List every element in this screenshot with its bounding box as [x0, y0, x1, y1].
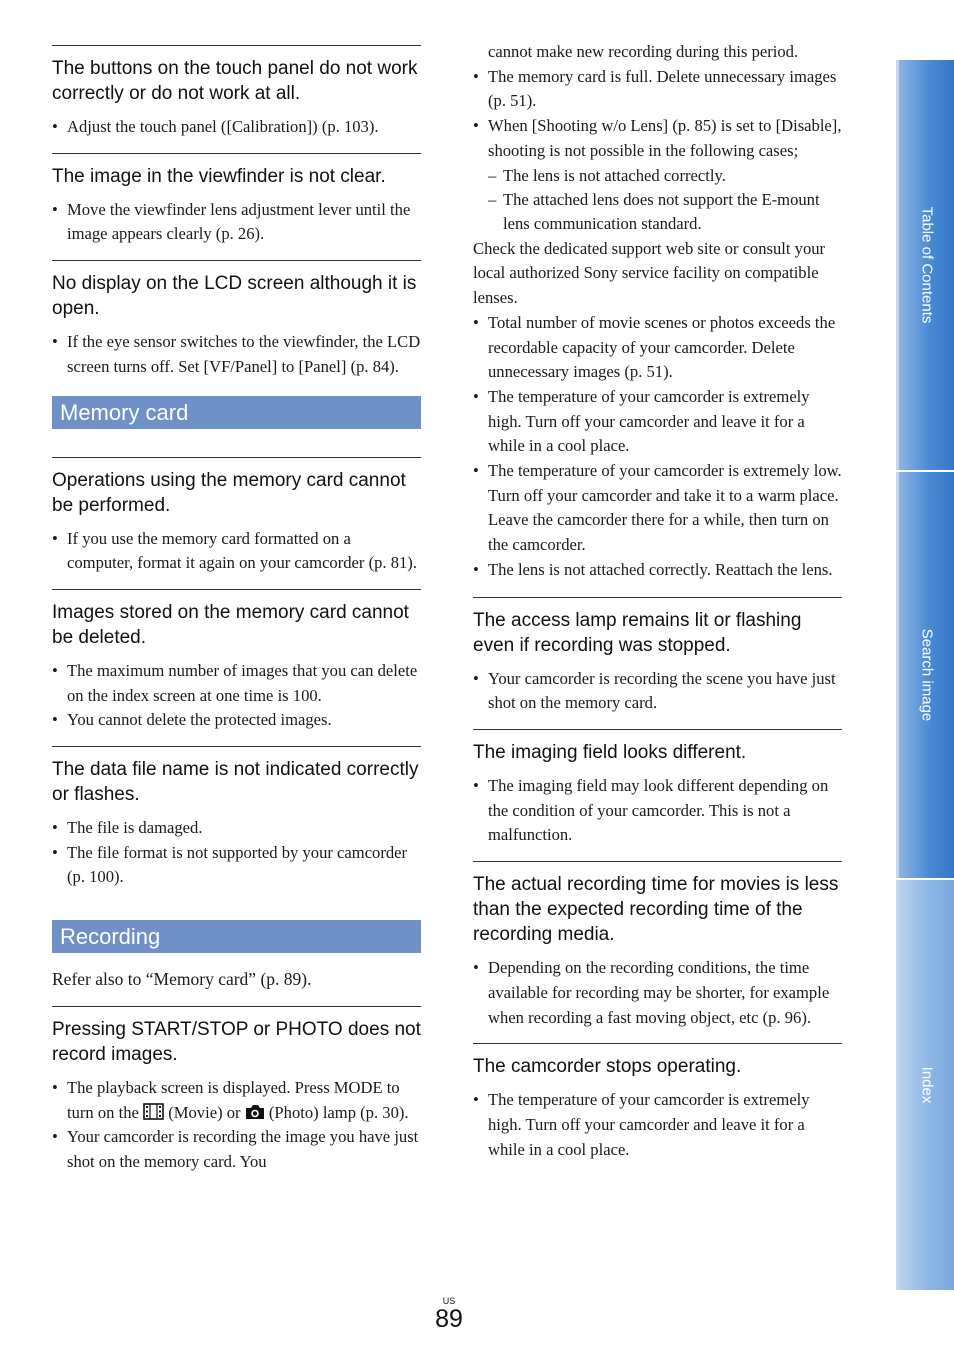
bullet-item: • Your camcorder is recording the scene you have just shot on the memory card. [473, 667, 842, 716]
bullet-item: • The file format is not supported by your camcorder (p. 100). [52, 841, 421, 890]
question-heading: The access lamp remains lit or flashing even if recording was stopped. [473, 609, 802, 656]
camera-icon [245, 1104, 265, 1120]
bullet-item: • Move the viewfinder lens adjustment lever until the image appears clearly (p. 26). [52, 198, 421, 247]
bullet-item: • You cannot delete the protected images. [52, 708, 421, 733]
dash-item: – The lens is not attached correctly. [488, 164, 842, 188]
left-column [52, 0, 421, 1175]
refer-note: Refer also to “Memory card” (p. 89). [52, 969, 312, 990]
movie-icon [143, 1103, 164, 1120]
question-heading: Images stored on the memory card cannot be deleted. [52, 601, 409, 648]
tab-label: Search image [918, 628, 935, 722]
bullet-item: • The temperature of your camcorder is extremely high. Turn off your camcorder and leave it for a while in a cool place. [473, 385, 842, 459]
page-number-value: 89 [435, 1305, 463, 1333]
question-heading: The actual recording time for movies is less than the expected recording time of the recording media. [473, 874, 839, 946]
bullet-item: • The temperature of your camcorder is extremely low. Turn off your camcorder and take it to a warm place. Leave the camcorder there for a while, then turn on the camcorder. [473, 459, 842, 558]
bullet-item: • Depending on the recording conditions, the time available for recording may be shorter, for example when recording a fast moving object, etc (p. 96). [473, 956, 842, 1030]
question-heading: The camcorder stops operating. [473, 1056, 742, 1078]
bullet-item: • The imaging field may look different depending on the condition of your camcorder. This is not a malfunction. [473, 774, 842, 848]
tab-label: Table of Contents [918, 206, 935, 324]
section-header-recording: Recording [52, 920, 421, 953]
bullet-item: • If the eye sensor switches to the viewfinder, the LCD screen turns off. Set [VF/Panel] to [Panel] (p. 84). [52, 330, 421, 379]
question-heading: The buttons on the touch panel do not work correctly or do not work at all. [52, 58, 418, 104]
tab-label: Index [918, 1066, 935, 1104]
bullet-text: The playback screen is displayed. Press MODE to turn on the [67, 1077, 400, 1122]
page-number [434, 1296, 464, 1332]
bullet-item: • The memory card is full. Delete unnecessary images (p. 51). [473, 65, 842, 114]
tab-search-image[interactable] [896, 472, 954, 878]
bullet-item: • The lens is not attached correctly. Reattach the lens. [473, 558, 842, 583]
question-heading: The data file name is not indicated correctly or flashes. [52, 759, 419, 806]
bullet-item: • If you use the memory card formatted on a computer, format it again on your camcorder (p. 81). [52, 527, 421, 576]
region-label: US [442, 1296, 456, 1306]
question-heading: Operations using the memory card cannot be performed. [52, 469, 406, 516]
bullet-text: (Movie) or [168, 1102, 241, 1122]
tab-index[interactable] [896, 880, 954, 1290]
right-column [473, 0, 842, 1162]
bullet-item: • Total number of movie scenes or photos exceeds the recordable capacity of your camcorder. Delete unnecessary images (p. 51). [473, 311, 842, 385]
question-heading: Pressing START/STOP or PHOTO does not record images. [52, 1018, 421, 1065]
bullet-item: • The file is damaged. [52, 816, 421, 841]
section-header-memory-card: Memory card [52, 396, 421, 429]
bullet-item: • The maximum number of images that you can delete on the index screen at one time is 100. [52, 659, 421, 708]
bullet-text: (Photo) lamp (p. 30). [268, 1102, 409, 1122]
bullet-item: • When [Shooting w/o Lens] (p. 85) is set to [Disable], shooting is not possible in the following cases; [473, 114, 842, 163]
tab-table-of-contents[interactable] [896, 60, 954, 470]
bullet-item [52, 1076, 421, 1125]
question-heading: No display on the LCD screen although it is open. [52, 273, 417, 320]
bullet-item: • Your camcorder is recording the image you have just shot on the memory card. You [52, 1125, 421, 1174]
support-note: Check the dedicated support web site or consult your local authorized Sony service facility on compatible lenses. [473, 238, 826, 308]
dash-item: – The attached lens does not support the E-mount lens communication standard. [488, 188, 842, 237]
continued-text: cannot make new recording during this period. [488, 42, 799, 61]
question-heading: The imaging field looks different. [473, 741, 747, 763]
question-heading: The image in the viewfinder is not clear. [52, 165, 386, 187]
bullet-item: • Adjust the touch panel ([Calibration]) (p. 103). [52, 115, 421, 140]
bullet-item: • The temperature of your camcorder is extremely high. Turn off your camcorder and leave it for a while in a cool place. [473, 1088, 842, 1162]
